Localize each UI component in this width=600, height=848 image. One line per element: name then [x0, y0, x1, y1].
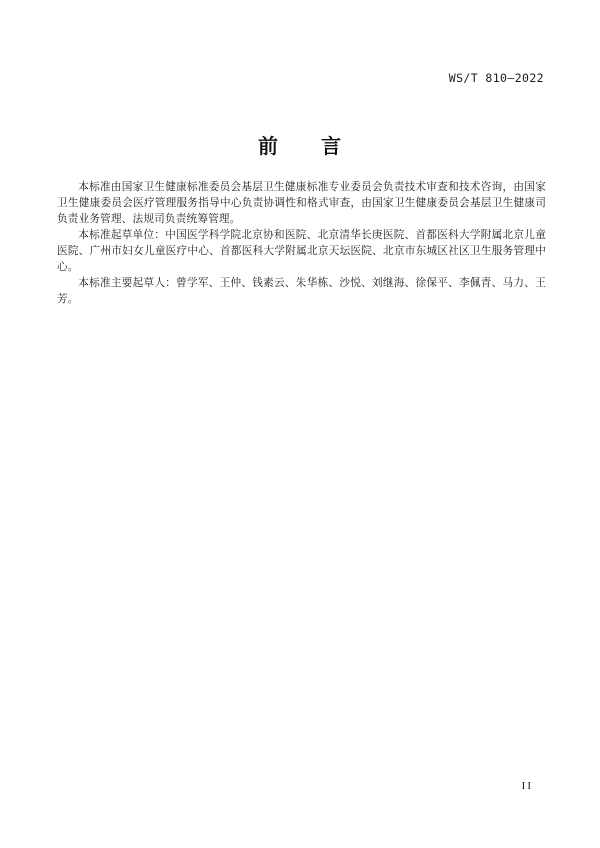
foreword-paragraph-management: 本标准由国家卫生健康标准委员会基层卫生健康标准专业委员会负责技术审查和技术咨询，由国家卫生健康委员会医疗管理服务指导中心负责协调性和格式审查，由国家卫生健康委员会基层卫生健康司负责业务管理、法规司负责统筹管理。 [57, 182, 546, 225]
standard-code-header: WS/T 810—2022 [448, 71, 544, 85]
foreword-title: 前 言 [258, 136, 342, 158]
foreword-paragraph-drafters: 本标准主要起草人：曾学军、王仲、钱素云、朱华栋、沙悦、刘继海、徐保平、李佩青、马力、王芳。 [57, 278, 546, 305]
foreword-body [57, 180, 546, 308]
page-number: II [521, 780, 533, 792]
foreword-paragraph-drafting-units: 本标准起草单位：中国医学科学院北京协和医院、北京清华长庚医院、首都医科大学附属北京儿童医院、广州市妇女儿童医疗中心、首都医科大学附属北京天坛医院、北京市东城区社区卫生服务管理中心。 [57, 230, 546, 273]
